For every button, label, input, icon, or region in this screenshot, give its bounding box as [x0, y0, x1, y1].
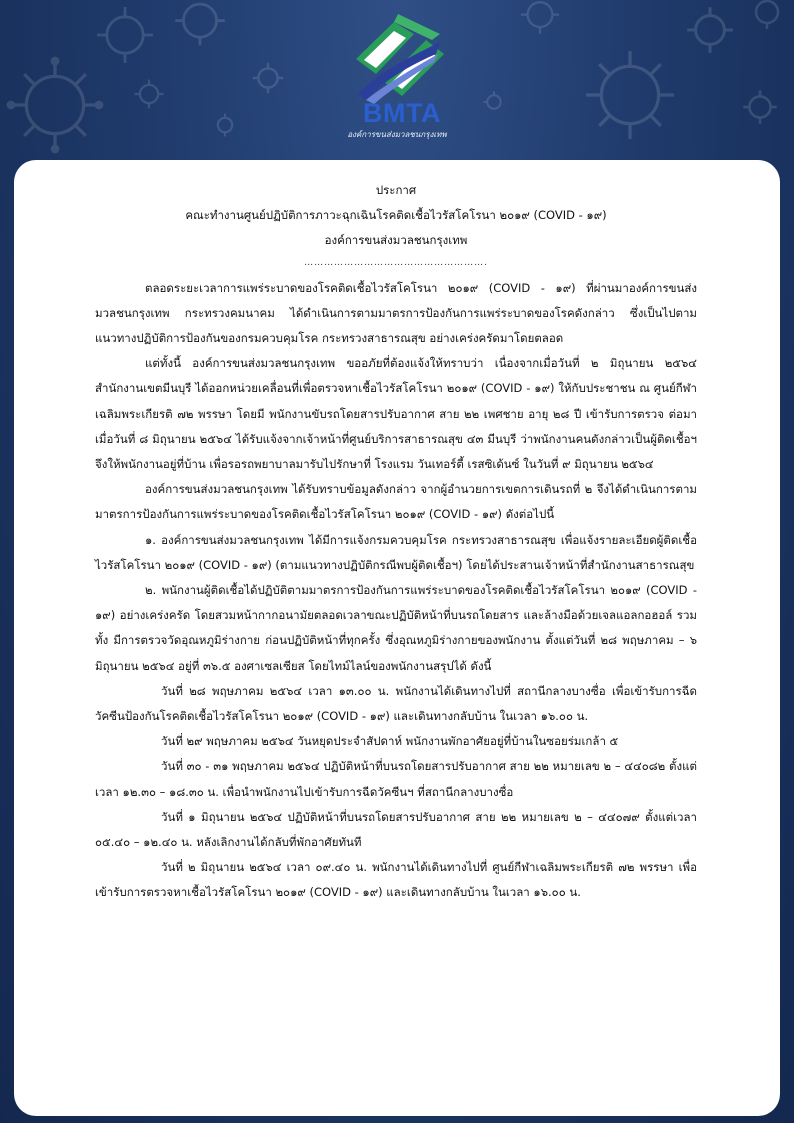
virus-icon [740, 0, 794, 40]
timeline-entry: วันที่ ๒๘ พฤษภาคม ๒๕๖๔ เวลา ๑๓.๐๐ น. พนักงานได้เดินทางไปที่ สถานีกลางบางซื่อ เพื่อเข้ารับการฉีดวัคซีนป้องกันโรคติดเชื้อไวรัสโคโรนา ๒๐๑๙ (COVID - ๑๙) และเดินทางกลับบ้าน ในเวลา ๑๖.๐๐ น. [95, 683, 697, 724]
virus-icon [680, 0, 740, 60]
timeline-entry: วันที่ ๒ มิถุนายน ๒๕๖๔ เวลา ๐๙.๔๐ น. พนักงานได้เดินทางไปที่ ศูนย์กีฬาเฉลิมพระเกียรติ ๗๒ พรรษา เพื่อเข้ารับการตรวจหาเชื้อไวรัสโคโรนา ๒๐๑๙ (COVID - ๑๙) และเดินทางกลับบ้าน ในเวลา ๑๖.๐๐ น. [95, 860, 697, 900]
divider: ………………………………………………. [304, 257, 488, 268]
timeline-entry: วันที่ ๑ มิถุนายน ๒๕๖๔ ปฏิบัติหน้าที่บนรถโดยสารปรับอากาศ สาย ๒๒ หมายเลข ๒ – ๔๔๐๗๙ ตั้งแต่เวลา ๐๕.๔๐ – ๑๒.๔๐ น. หลังเลิกงานได้กลับที่พักอาศัยทันที [95, 809, 697, 850]
paragraph: แต่ทั้งนี้ องค์การขนส่งมวลชนกรุงเทพ ขออภัยที่ต้องแจ้งให้ทราบว่า เนื่องจากเมื่อวันที่ ๒ มิถุนายน ๒๕๖๔ สำนักงานเขตมีนบุรี ได้ออกหน่วยเคลื่อนที่เพื่อตรวจหาเชื้อไวรัสโคโรนา ๒๐๑๙ (COVID - ๑๙) ให้กับประชาชน ณ ศูนย์กีฬาเฉลิมพระเกียรติ ๗๒ พรรษา โดยมี พนักงานขับรถโดยสารปรับอากาศ สาย ๒๒ เพศชาย อายุ ๒๘ ปี เข้ารับการตรวจ ต่อมาเมื่อวันที่ ๘ มิถุนายน ๒๕๖๔ ได้รับแจ้งจากเจ้าหน้าที่ศูนย์บริการสาธารณสุข ๔๓ มีนบุรี ว่าพนักงานคนดังกล่าวเป็นผู้ติดเชื้อฯ จึงให้พนักงานอยู่ที่บ้าน เพื่อรอรถพยาบาลมารับไปรักษาที่ โรงแรม วันเทอร์ตี้ เรสซิเด้นซ์ ในวันที่ ๙ มิถุนายน ๒๕๖๔ [95, 356, 697, 472]
virus-icon [210, 110, 240, 140]
paragraph: องค์การขนส่งมวลชนกรุงเทพ ได้รับทราบข้อมูลดังกล่าว จากผู้อำนวยการเขตการเดินรถที่ ๒ จึงได้ดำเนินการตามมาตรการป้องกันการแพร่ระบาดของโรคติดเชื้อไวรัสโคโรนา ๒๐๑๙ (COVID - ๑๙) ดังต่อไปนี้ [95, 482, 697, 522]
virus-icon [480, 88, 508, 116]
virus-icon [248, 58, 288, 98]
virus-icon [90, 0, 160, 70]
announcement-heading: ประกาศ [375, 183, 417, 197]
announcement-document [95, 178, 697, 906]
paragraph: ตลอดระยะเวลาการแพร่ระบาดของโรคติดเชื้อไวรัสโคโรนา ๒๐๑๙ (COVID - ๑๙) ที่ผ่านมาองค์การขนส่งมวลชนกรุงเทพ กระทรวงคมนาคม ได้ดำเนินการตามมาตรการป้องกันการแพร่ระบาดของโรคดังกล่าว ซึ่งเป็นไปตามแนวทางปฏิบัติการป้องกันของกรมควบคุมโรค กระทรวงสาธารณสุข อย่างเคร่งครัดมาโดยตลอด [95, 280, 697, 346]
virus-icon [738, 85, 782, 129]
timeline-entry: วันที่ ๓๐ - ๓๑ พฤษภาคม ๒๕๖๔ ปฏิบัติหน้าที่บนรถโดยสารปรับอากาศ สาย ๒๒ หมายเลข ๒ – ๔๔๐๘๒ ตั้งแต่เวลา ๑๒.๓๐ – ๑๘.๓๐ น. เพื่อนำพนักงานไปเข้ารับการฉีดวัคซีนฯ ที่สถานีกลางบางซื่อ [95, 759, 697, 799]
timeline-entry: วันที่ ๒๙ พฤษภาคม ๒๕๖๔ วันหยุดประจำสัปดาห์ พนักงานพักอาศัยอยู่ที่บ้านในซอยร่มเกล้า ๕ [161, 734, 619, 749]
committee-title: คณะทำงานศูนย์ปฏิบัติการภาวะฉุกเฉินโรคติดเชื้อไวรัสโคโรนา ๒๐๑๙ (COVID - ๑๙) [185, 208, 607, 223]
logo-wordmark: BMTA [363, 98, 441, 128]
paragraph: ๒. พนักงานผู้ติดเชื้อได้ปฏิบัติตามมาตรการป้องกันการแพร่ระบาดของโรคติดเชื้อไวรัสโคโรนา ๒๐๑๙ (COVID - ๑๙) อย่างเคร่งครัด โดยสวมหน้ากากอนามัยตลอดเวลาขณะปฏิบัติหน้าที่บนรถโดยสาร และล้างมือด้วยเจลแอลกอฮอล์ รวมทั้ง มีการตรวจวัดอุณหภูมิร่างกาย ก่อนปฏิบัติหน้าที่ทุกครั้ง ซึ่งอุณหภูมิร่างกายของพนักงาน ตั้งแต่วันที่ ๒๘ พฤษภาคม – ๖ มิถุนายน ๒๕๖๔ อยู่ที่ ๓๖.๕ องศาเซลเซียส โดยไทม์ไลน์ของพนักงานสรุปได้ ดังนี้ [95, 583, 697, 673]
organization-name: องค์การขนส่งมวลชนกรุงเทพ [324, 233, 468, 248]
paragraph: ๑. องค์การขนส่งมวลชนกรุงเทพ ได้มีการแจ้งกรมควบคุมโรค กระทรวงสาธารณสุข เพื่อแจ้งรายละเอียดผู้ติดเชื้อไวรัสโคโรนา ๒๐๑๙ (COVID - ๑๙) (ตามแนวทางปฏิบัติกรณีพบผู้ติดเชื้อฯ) โดยได้ประสานเจ้าหน้าที่สำนักงานสาธารณสุข [95, 532, 697, 572]
virus-icon [510, 0, 570, 45]
virus-icon [165, 0, 235, 55]
virus-icon [130, 75, 168, 113]
virus-icon [575, 40, 685, 150]
logo-subtitle: องค์การขนส่งมวลชนกรุงเทพ [347, 130, 447, 139]
